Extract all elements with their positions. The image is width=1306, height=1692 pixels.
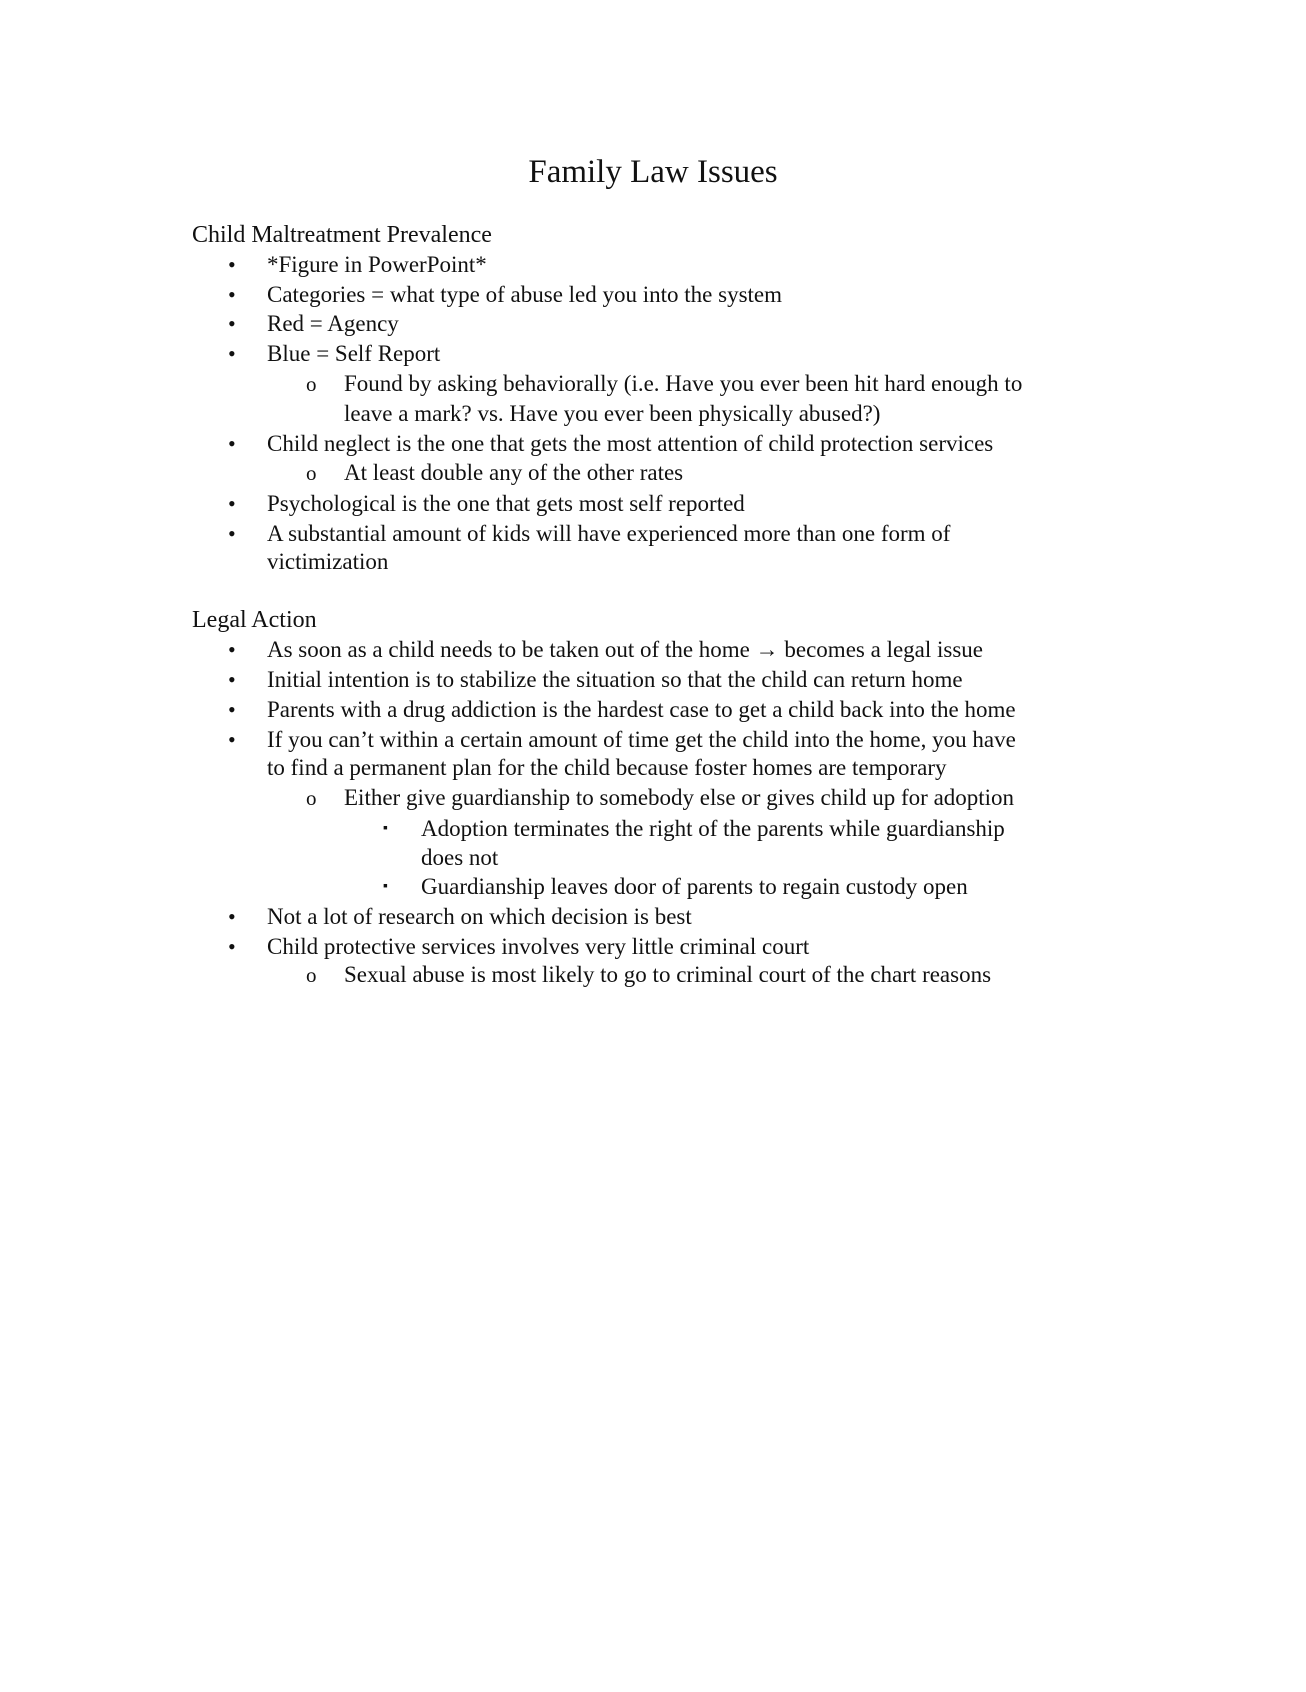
bullet-marker: • bbox=[228, 637, 236, 662]
square-bullet-marker: ▪ bbox=[383, 821, 388, 836]
sub-bullet-marker: o bbox=[306, 963, 317, 987]
sub-bullet-marker: o bbox=[306, 786, 317, 810]
list-item: Child protective services involves very little criminal court bbox=[267, 934, 810, 959]
sub-list-item: Sexual abuse is most likely to go to criminal court of the chart reasons bbox=[344, 962, 992, 987]
sub-list-item: Found by asking behaviorally (i.e. Have you ever been hit hard enough to bbox=[344, 371, 1023, 396]
bullet-marker: • bbox=[228, 282, 236, 307]
bullet-marker: • bbox=[228, 904, 236, 929]
list-item: Parents with a drug addiction is the hardest case to get a child back into the home bbox=[267, 697, 1016, 722]
bullet-marker: • bbox=[228, 697, 236, 722]
sub-bullet-marker: o bbox=[306, 461, 317, 485]
list-item-continuation: victimization bbox=[267, 549, 389, 574]
sub-list-item-continuation: leave a mark? vs. Have you ever been physically abused?) bbox=[344, 401, 881, 426]
bullet-marker: • bbox=[228, 667, 236, 692]
list-item: As soon as a child needs to be taken out of the home → becomes a legal issue bbox=[267, 637, 984, 662]
bullet-marker: • bbox=[228, 727, 236, 752]
sub-sub-list-item-continuation: does not bbox=[421, 845, 499, 870]
bullet-marker: • bbox=[228, 431, 236, 456]
bullet-marker: • bbox=[228, 311, 236, 336]
list-item-continuation: to find a permanent plan for the child because foster homes are temporary bbox=[267, 755, 947, 780]
bullet-marker: • bbox=[228, 341, 236, 366]
bullet-marker: • bbox=[228, 252, 236, 277]
list-item: Psychological is the one that gets most self reported bbox=[267, 491, 745, 516]
bullet-marker: • bbox=[228, 491, 236, 516]
list-item: A substantial amount of kids will have experienced more than one form of bbox=[267, 521, 951, 546]
list-item: Child neglect is the one that gets the most attention of child protection services bbox=[267, 431, 994, 456]
document-title: Family Law Issues bbox=[528, 154, 778, 190]
bullet-marker: • bbox=[228, 934, 236, 959]
section-heading-child-maltreatment: Child Maltreatment Prevalence bbox=[192, 222, 492, 248]
sub-bullet-marker: o bbox=[306, 372, 317, 396]
sub-list-item: At least double any of the other rates bbox=[344, 460, 684, 485]
list-item: If you can’t within a certain amount of time get the child into the home, you have bbox=[267, 727, 1016, 752]
list-item: Blue = Self Report bbox=[267, 341, 441, 366]
bullet-marker: • bbox=[228, 521, 236, 546]
square-bullet-marker: ▪ bbox=[383, 879, 388, 894]
sub-sub-list-item: Guardianship leaves door of parents to regain custody open bbox=[421, 874, 968, 899]
list-item: Not a lot of research on which decision is best bbox=[267, 904, 692, 929]
list-item: Initial intention is to stabilize the situation so that the child can return home bbox=[267, 667, 963, 692]
section-heading-legal-action: Legal Action bbox=[192, 607, 317, 633]
list-item: *Figure in PowerPoint* bbox=[267, 252, 487, 277]
list-item: Red = Agency bbox=[267, 311, 399, 336]
sub-sub-list-item: Adoption terminates the right of the parents while guardianship bbox=[421, 816, 1005, 841]
sub-list-item: Either give guardianship to somebody else or gives child up for adoption bbox=[344, 785, 1015, 810]
list-item: Categories = what type of abuse led you into the system bbox=[267, 282, 783, 307]
